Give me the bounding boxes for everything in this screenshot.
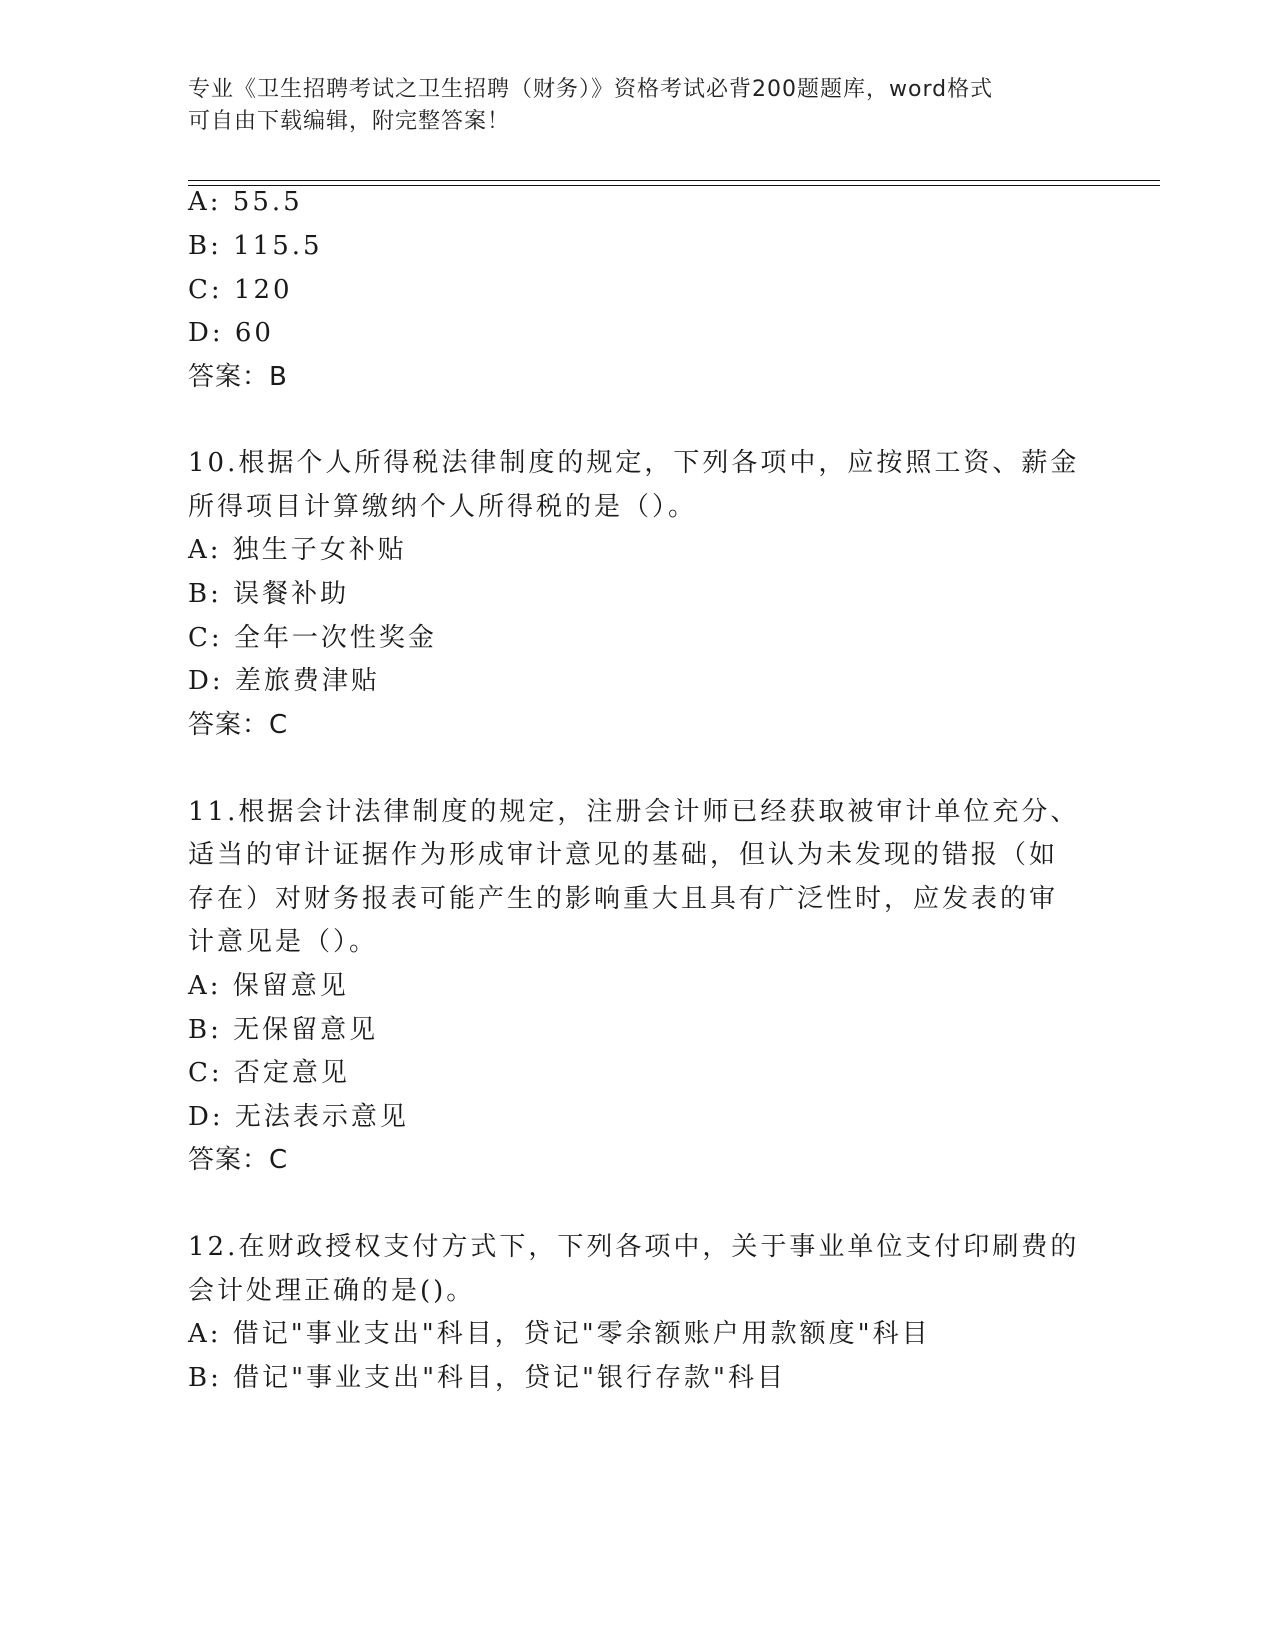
q10-stem-line-1: 10.根据个人所得税法律制度的规定，下列各项中，应按照工资、薪金 xyxy=(188,448,1080,478)
q11-option-c: C: 否定意见 xyxy=(188,1058,350,1088)
q9-option-c: C: 120 xyxy=(188,275,293,305)
q12-option-b: B: 借记"事业支出"科目，贷记"银行存款"科目 xyxy=(188,1363,786,1393)
q11-stem-line-1: 11.根据会计法律制度的规定，注册会计师已经获取被审计单位充分、 xyxy=(188,797,1080,827)
q12-stem-line-2: 会计处理正确的是()。 xyxy=(188,1276,476,1306)
q11-option-d: D: 无法表示意见 xyxy=(188,1102,409,1132)
q10-option-b: B: 误餐补助 xyxy=(188,579,350,609)
q9-answer: 答案：B xyxy=(188,362,288,392)
q9-option-b: B: 115.5 xyxy=(188,231,323,261)
q11-option-a: A: 保留意见 xyxy=(188,971,349,1001)
q10-option-c: C: 全年一次性奖金 xyxy=(188,623,437,653)
header-line-2: 可自由下载编辑，附完整答案！ xyxy=(188,109,511,134)
q9-option-a: A: 55.5 xyxy=(188,187,303,217)
q12-stem-line-1: 12.在财政授权支付方式下，下列各项中，关于事业单位支付印刷费的 xyxy=(188,1232,1080,1262)
header-rule-bottom xyxy=(188,185,1160,186)
header-line-1: 专业《卫生招聘考试之卫生招聘（财务）》资格考试必背200题题库，word格式 xyxy=(188,77,994,102)
header-rule-top xyxy=(188,180,1160,181)
q10-option-d: D: 差旅费津贴 xyxy=(188,666,380,696)
q11-stem-line-4: 计意见是（）。 xyxy=(188,927,379,957)
q9-option-d: D: 60 xyxy=(188,318,274,348)
q12-option-a: A: 借记"事业支出"科目，贷记"零余额账户用款额度"科目 xyxy=(188,1319,931,1349)
q11-stem-line-2: 适当的审计证据作为形成审计意见的基础，但认为未发现的错报（如 xyxy=(188,840,1059,870)
q10-answer: 答案：C xyxy=(188,710,289,740)
q11-stem-line-3: 存在）对财务报表可能产生的影响重大且具有广泛性时，应发表的审 xyxy=(188,884,1059,914)
q10-option-a: A: 独生子女补贴 xyxy=(188,535,407,565)
q10-stem-line-2: 所得项目计算缴纳个人所得税的是（）。 xyxy=(188,492,698,522)
q11-answer: 答案：C xyxy=(188,1145,289,1175)
document-header xyxy=(188,74,1088,138)
q11-option-b: B: 无保留意见 xyxy=(188,1015,379,1045)
